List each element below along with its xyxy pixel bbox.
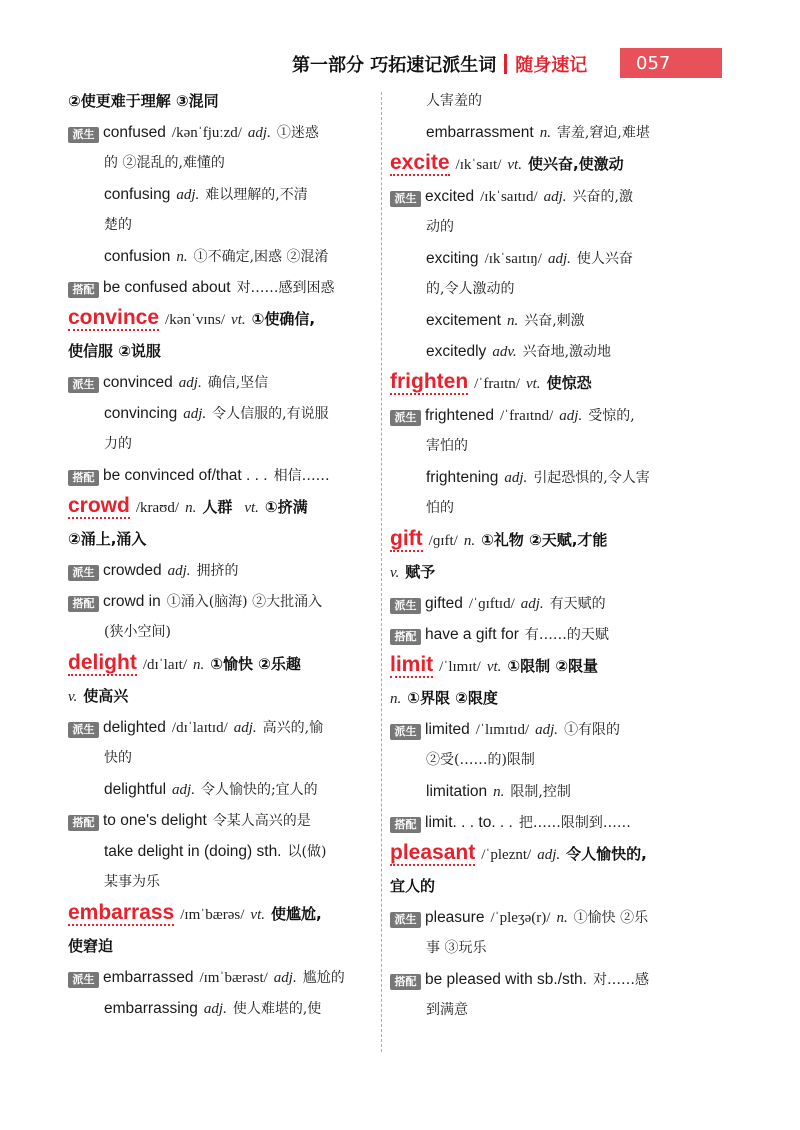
phonetic: /ɪmˈbærəs/ [180,907,245,923]
part-of-speech: adj. [504,470,528,486]
entry-line [68,931,368,962]
definition-text: 兴奋地,激动地 [522,344,612,360]
definition-text: 有天赋的 [549,596,606,612]
definition-text: 赋予 [405,563,436,581]
entry-line [68,743,368,774]
entry-line [68,398,368,429]
definition-text: 令人信服的,有说服 [212,406,329,422]
phonetic: /kənˈfjuːzd/ [171,125,242,141]
phonetic: /kənˈvɪns/ [165,312,226,328]
english-term: delightful [104,781,167,798]
english-term: convincing [104,405,178,422]
english-term: to one's delight [103,812,207,829]
entry-line [68,148,368,179]
part-of-speech: adj. [535,722,559,738]
definition-text: ②受(……的)限制 [426,752,535,768]
part-of-speech: n. [463,533,476,549]
headword: limit [390,653,433,678]
definition-text: 使惊恐 [546,374,592,392]
entry-line [390,995,690,1026]
entry-line [68,648,368,681]
entry-line [68,272,368,303]
phonetic: /kraʊd/ [135,500,180,516]
headword: embarrass [68,901,174,926]
entry-line [68,524,368,555]
entry-line [68,303,368,336]
phonetic: /dɪˈlaɪtɪd/ [171,720,228,736]
definition-text: ①限制 ②限量 [507,657,599,675]
definition-text: (狭小空间) [104,624,171,640]
book-subtitle: 随身速记 [515,55,588,76]
part-of-speech: n. [539,125,551,141]
definition-text: 确信,坚信 [207,375,269,391]
entry-line [390,367,690,400]
entry-line [390,243,690,274]
entry-line [68,836,368,867]
definition-text: 把……限制到…… [518,815,631,831]
headword: delight [68,651,137,676]
english-term: convinced [103,374,173,391]
definition-text: 受惊的, [588,408,635,424]
definition-text: 限制,控制 [510,784,571,800]
entry-line [68,460,368,491]
definition-text: 使高兴 [83,687,129,705]
definition-text: ①挤满 [264,498,308,516]
part-of-speech: n. [556,910,568,926]
entry-line [390,181,690,212]
phonetic: /ɪkˈsaɪtɪŋ/ [484,251,542,267]
english-term: confused [103,124,166,141]
english-term: embarrassed [103,969,194,986]
english-term: exciting [426,250,479,267]
collocation-tag: 搭配 [390,629,421,645]
part-of-speech: adj. [273,970,297,986]
entry-line [68,241,368,272]
derivative-tag: 派生 [390,191,421,207]
entry-line [390,305,690,336]
english-term: frightening [426,469,499,486]
definition-text: 楚的 [104,217,132,233]
definition-text: ①不确定,困惑 ②混淆 [193,249,329,265]
part-of-speech: adj. [176,187,200,203]
right-column [390,86,690,1026]
part-of-speech: n. [390,691,402,707]
definition-text: 怕的 [426,500,454,516]
derivative-tag: 派生 [68,377,99,393]
phonetic: /ˈpleznt/ [481,847,532,863]
derivative-tag: 派生 [68,972,99,988]
entry-line [390,964,690,995]
definition-text: 使人兴奋 [576,251,633,267]
definition-text: ①使确信, [251,310,316,328]
part-of-speech: adj. [559,408,583,424]
definition-text: ②涌上,涌入 [68,530,147,548]
definition-text: 使信服 ②说服 [68,342,161,360]
phonetic: /ˈɡɪftɪd/ [468,596,515,612]
title-separator [504,54,507,74]
part-of-speech: n. [193,657,205,673]
entry-line [68,617,368,648]
collocation-tag: 搭配 [68,282,99,298]
definition-text: 快的 [104,750,132,766]
definition-text: ①界限 ②限度 [407,689,498,707]
part-of-speech: adj. [203,1001,227,1017]
part-of-speech: adj. [172,782,195,798]
english-term: crowd in [103,593,161,610]
entry-line [68,429,368,460]
entry-line [68,179,368,210]
entry-line [390,683,690,714]
english-term: pleasure [425,909,485,926]
part-of-speech: adj. [183,406,207,422]
phonetic: /dɪˈlaɪt/ [142,657,187,673]
entry-line [390,493,690,524]
definition-text: ①礼物 ②天赋,才能 [481,531,608,549]
entry-line [390,524,690,557]
collocation-tag: 搭配 [68,470,99,486]
definition-text: 对……感 [593,972,649,988]
column-divider [381,92,382,1052]
english-term: gifted [425,595,463,612]
entry-line [390,212,690,243]
definition-text: 对……感到困惑 [236,280,335,296]
headword: frighten [390,370,468,395]
phonetic: /ˈlɪmɪtɪd/ [475,722,530,738]
part-of-speech: vt. [244,500,259,516]
entry-line [390,714,690,745]
entry-line [68,367,368,398]
english-term: confusing [104,186,171,203]
part-of-speech: adj. [537,847,561,863]
part-of-speech: n. [185,500,197,516]
definition-text: 使人难堪的,使 [232,1001,322,1017]
english-term: crowded [103,562,162,579]
phonetic: /ɪkˈsaɪtɪd/ [480,189,538,205]
collocation-tag: 搭配 [68,815,99,831]
phonetic: /ˈfraɪtn/ [474,376,520,392]
derivative-tag: 派生 [390,410,421,426]
derivative-tag: 派生 [68,722,99,738]
definition-text: 令某人高兴的是 [212,813,311,829]
definition-text: 兴奋的,激 [572,189,633,205]
definition-text: 害怕的 [426,438,468,454]
definition-text: ①有限的 [564,722,621,738]
definition-text: 高兴的,愉 [262,720,324,736]
english-term: embarrassing [104,1000,198,1017]
phonetic: /ˈpleʒə(r)/ [490,910,551,926]
definition-text: 到满意 [426,1002,468,1018]
collocation-tag: 搭配 [390,817,421,833]
part-of-speech: adj. [547,251,571,267]
english-term: be confused about [103,279,231,296]
english-term: limitation [426,783,488,800]
part-of-speech: vt. [250,907,265,923]
entry-line [68,491,368,524]
english-term: be convinced of/that . . . [103,467,268,484]
entry-line [68,805,368,836]
definition-text: 动的 [426,219,454,235]
part-of-speech: adj. [543,189,567,205]
entry-line [68,681,368,712]
definition-text: 宜人的 [390,877,436,895]
entry-line [68,712,368,743]
derivative-tag: 派生 [390,724,421,740]
part-of-speech: v. [390,565,400,581]
definition-text: ②使更难于理解 ③混同 [68,92,219,110]
part-of-speech: vt. [525,376,541,392]
part-of-speech: adj. [247,125,271,141]
headword: gift [390,527,423,552]
headword: excite [390,151,450,176]
english-term: have a gift for [425,626,519,643]
part-of-speech: n. [506,313,519,329]
entry-line [390,588,690,619]
part-of-speech: n. [493,784,505,800]
definition-text: 使尴尬, [271,905,322,923]
definition-text: 以(做) [287,844,327,860]
definition-text: 使窘迫 [68,937,114,955]
definition-text: 害羞,窘迫,难堪 [556,125,650,141]
english-term: be pleased with sb./sth. [425,971,587,988]
definition-text: 引起恐惧的,令人害 [533,470,650,486]
definition-text: 令人愉快的;宜人的 [200,782,318,798]
part-of-speech: vt. [231,312,246,328]
definition-text: 使兴奋,使激动 [527,155,624,173]
entry-line [390,650,690,683]
entry-line [68,555,368,586]
entry-line [390,400,690,431]
english-term: excitedly [426,343,487,360]
entry-line [68,962,368,993]
entry-line [390,86,690,117]
entry-line [390,462,690,493]
definition-text: ①迷惑 [276,125,319,141]
definition-text: ①愉快 ②乐趣 [210,655,301,673]
derivative-tag: 派生 [68,127,99,143]
english-term: frightened [425,407,494,424]
definition-text: 尴尬的 [302,970,345,986]
part-of-speech: adj. [178,375,202,391]
entry-line [68,774,368,805]
definition-text: ①涌入(脑海) ②大批涌入 [166,594,323,610]
definition-text: 拥挤的 [196,563,239,579]
entry-line [390,933,690,964]
headword: convince [68,306,159,331]
definition-text: 人害羞的 [426,93,482,109]
entry-line [68,336,368,367]
part-title: 第一部分 巧拓速记派生词 [292,55,497,76]
collocation-tag: 搭配 [390,974,421,990]
phonetic: /ˈfraɪtnd/ [499,408,554,424]
definition-text: ①愉快 ②乐 [573,910,649,926]
derivative-tag: 派生 [68,565,99,581]
english-term: excited [425,188,475,205]
entry-line [390,902,690,933]
part-of-speech: adj. [233,720,257,736]
derivative-tag: 派生 [390,598,421,614]
headword: crowd [68,494,130,519]
headword: pleasant [390,841,475,866]
entry-line [390,431,690,462]
english-term: delighted [103,719,166,736]
part-of-speech: v. [68,689,78,705]
entry-line [390,745,690,776]
part-of-speech: adj. [520,596,544,612]
page-number: 057 [620,48,722,78]
definition-text: 令人愉快的, [566,845,647,863]
left-column [68,86,368,1024]
english-term: confusion [104,248,171,265]
part-of-speech: adj. [167,563,191,579]
definition-text: 的 ②混乱的,难懂的 [104,155,225,171]
phonetic: /ɪmˈbærəst/ [199,970,268,986]
definition-text: 相信…… [273,468,330,484]
english-term: limit. . . to. . . [425,814,513,831]
definition-text: 力的 [104,436,132,452]
phonetic: /ˈlɪmɪt/ [439,659,481,675]
phonetic: /ɪkˈsaɪt/ [455,157,502,173]
entry-line [68,117,368,148]
part-of-speech: adv. [492,344,517,360]
definition-text: 的,令人激动的 [426,281,515,297]
part-of-speech: vt. [486,659,502,675]
entry-line [390,117,690,148]
definition-text: 事 ③玩乐 [426,940,487,956]
entry-line [390,557,690,588]
entry-line [68,993,368,1024]
english-term: embarrassment [426,124,534,141]
entry-line [68,898,368,931]
part-of-speech: vt. [507,157,522,173]
phonetic: /ɡɪft/ [428,533,458,549]
entry-line [390,336,690,367]
definition-text: 难以理解的,不清 [205,187,308,203]
part-of-speech: n. [176,249,188,265]
entry-line [390,274,690,305]
definition-text: 有……的天赋 [524,627,609,643]
entry-line [390,871,690,902]
collocation-tag: 搭配 [68,596,99,612]
entry-line [390,619,690,650]
derivative-tag: 派生 [390,912,421,928]
entry-line [390,838,690,871]
english-term: excitement [426,312,501,329]
entry-line [390,807,690,838]
definition-text: 人群 [202,498,233,516]
entry-line [68,210,368,241]
english-term: limited [425,721,470,738]
english-term: take delight in (doing) sth. [104,843,282,860]
entry-line [68,867,368,898]
page-header [292,50,587,78]
entry-line [68,586,368,617]
entry-line [68,86,368,117]
definition-text: 兴奋,刺激 [524,313,585,329]
entry-line [390,148,690,181]
entry-line [390,776,690,807]
definition-text: 某事为乐 [104,874,160,890]
